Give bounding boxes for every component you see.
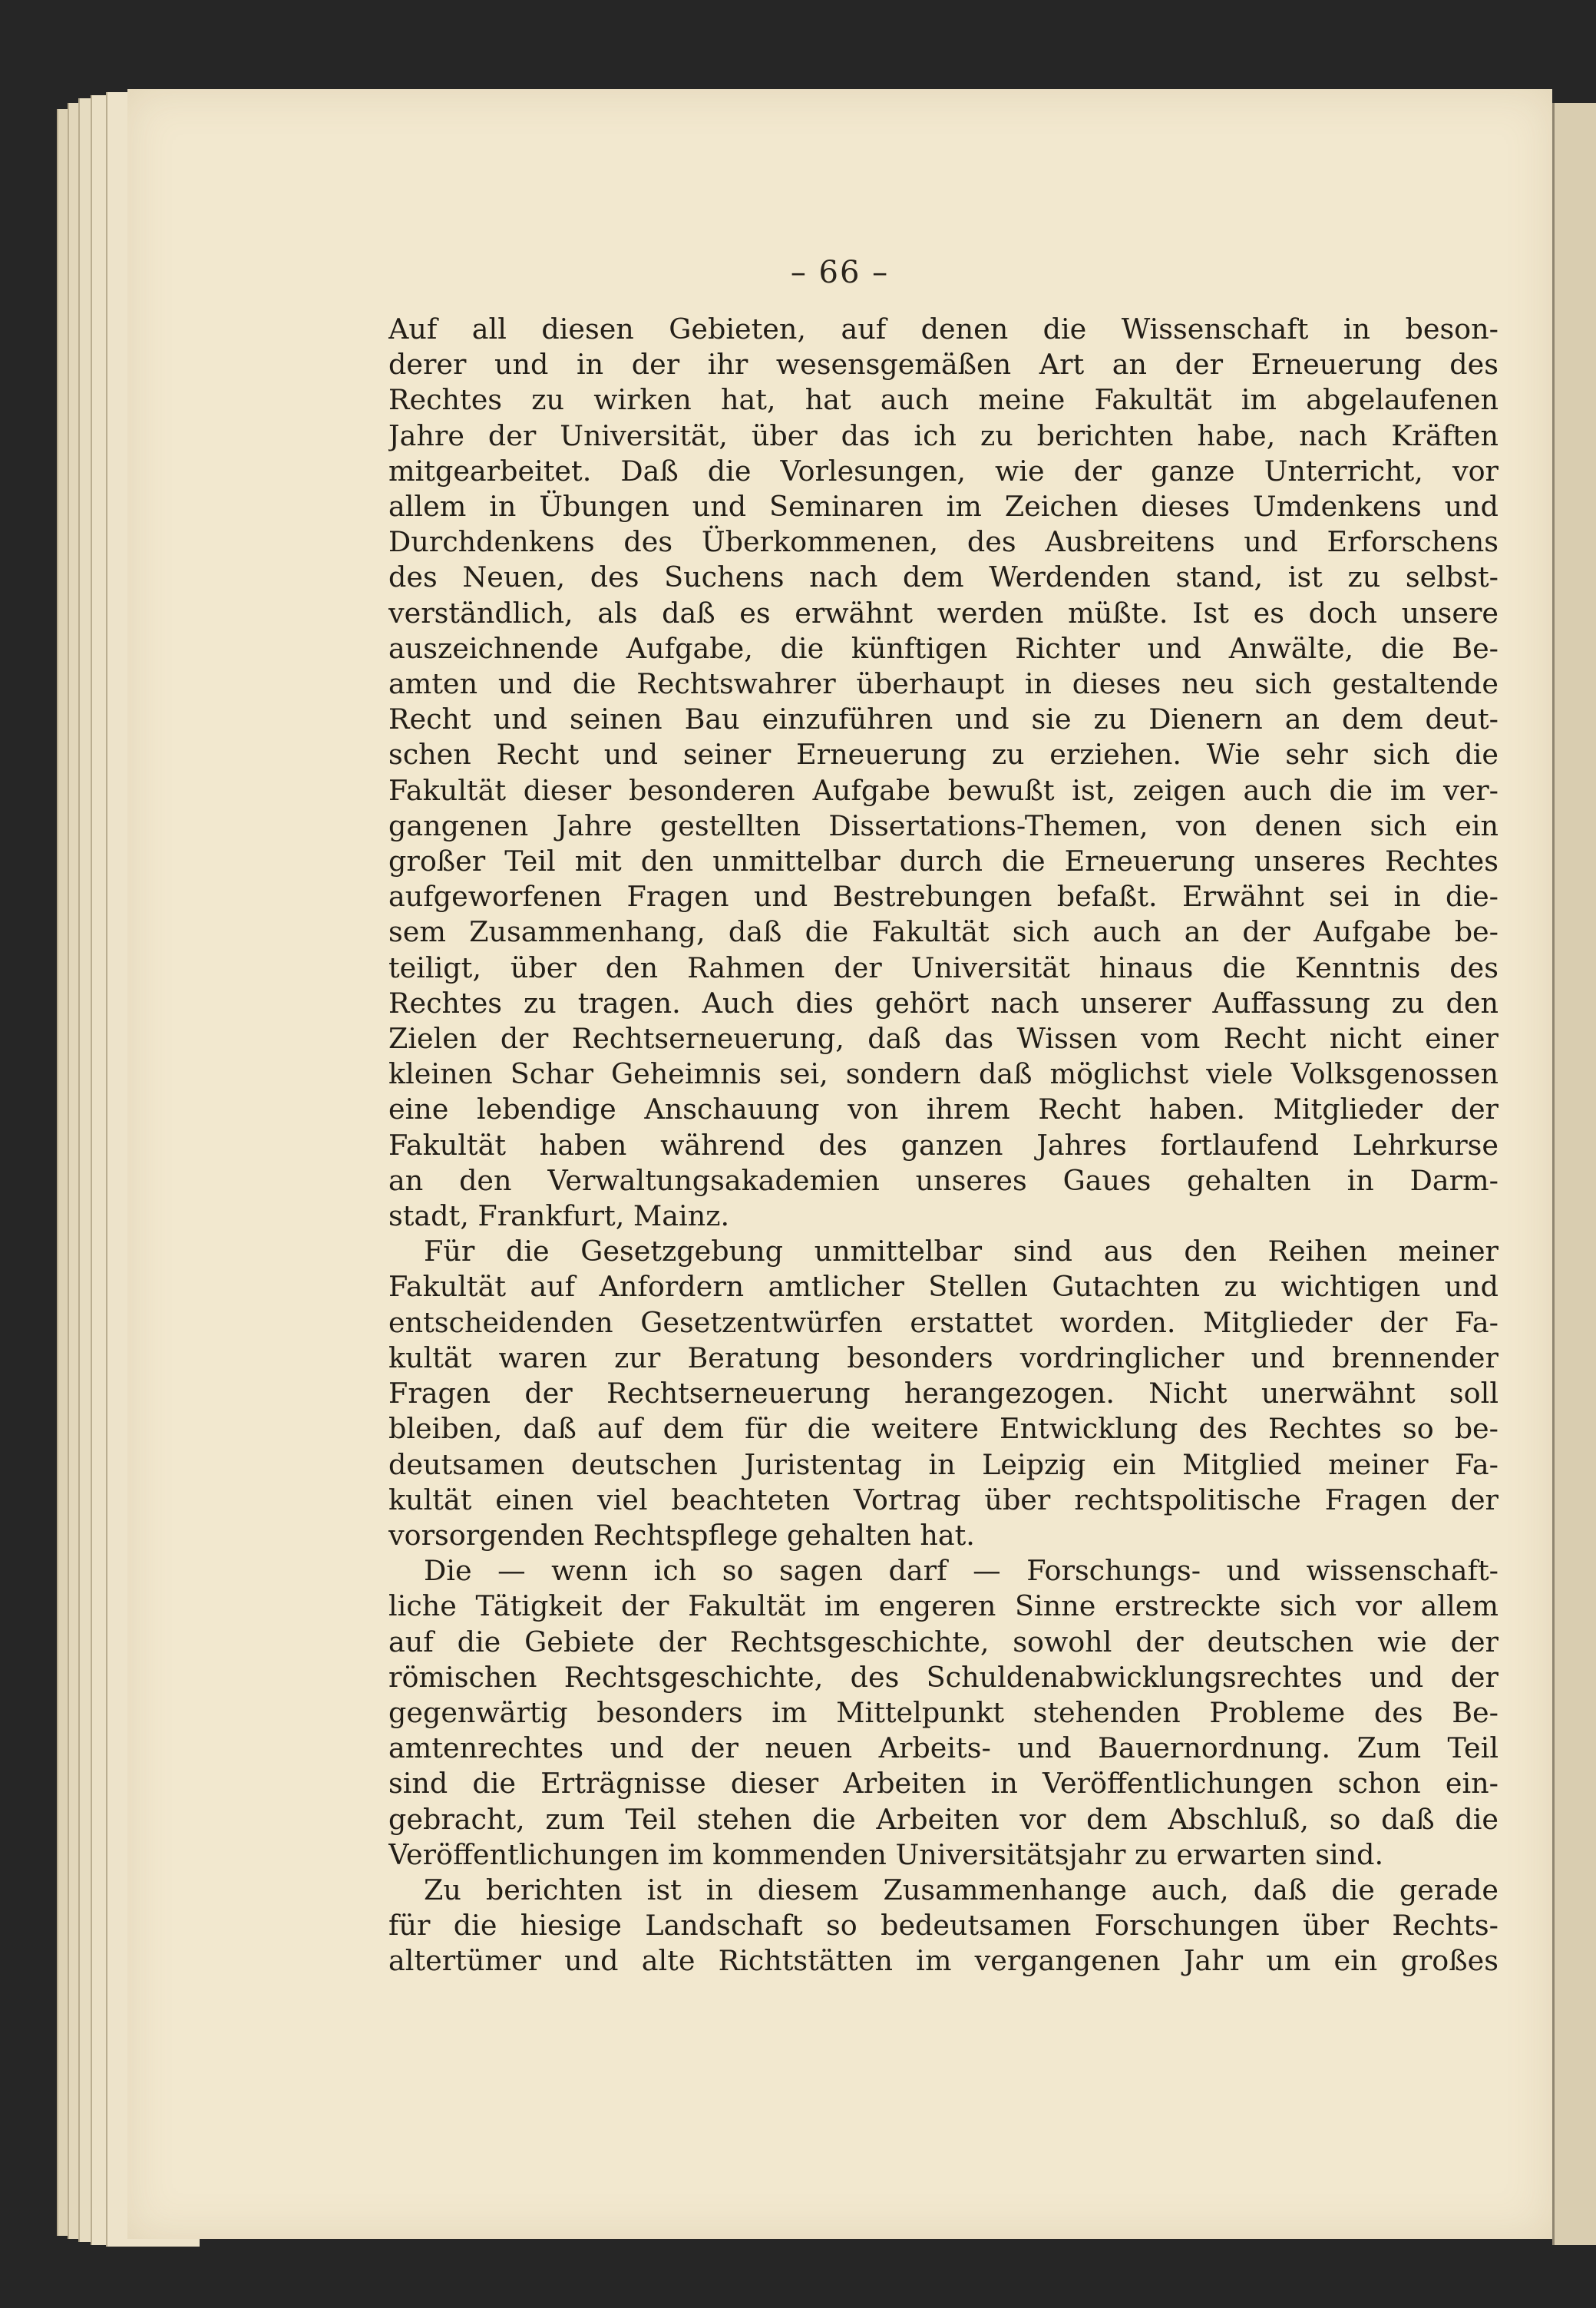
text-line: Fragen der Rechtserneuerung herangezogen. Nicht unerwähnt soll [388,1377,1499,1410]
facing-page-edge [1552,103,1596,2245]
text-line: altertümer und alte Richtstätten im vergangenen Jahr um ein großes [388,1944,1499,1978]
text-line: Für die Gesetzgebung unmittelbar sind aus den Reihen meiner [424,1235,1499,1268]
paragraph [388,1553,1499,1873]
paragraph [388,1873,1499,1979]
text-line: Recht und seinen Bau einzuführen und sie zu Dienern an dem deut- [388,703,1499,736]
text-line: sind die Erträgnisse dieser Arbeiten in Veröffentlichungen schon ein- [388,1767,1499,1800]
text-line: eine lebendige Anschauung von ihrem Recht haben. Mitglieder der [388,1093,1499,1126]
text-line: kultät einen viel beachteten Vortrag über rechtspolitische Fragen der [388,1483,1499,1516]
text-line: liche Tätigkeit der Fakultät im engeren Sinne erstreckte sich vor allem [388,1589,1499,1623]
book-page [127,89,1552,2239]
text-line: Rechtes zu wirken hat, hat auch meine Fakultät im abgelaufenen [388,383,1499,417]
text-line: derer und in der ihr wesensgemäßen Art an der Erneuerung des [388,348,1499,382]
text-line: amtenrechtes und der neuen Arbeits- und Bauernordnung. Zum Teil [388,1731,1499,1765]
text-line: gangenen Jahre gestellten Dissertations-Themen, von denen sich ein [388,808,1499,842]
text-line: Fakultät auf Anfordern amtlicher Stellen Gutachten zu wichtigen und [388,1270,1499,1304]
text-line: Die — wenn ich so sagen darf — Forschungs- und wissenschaft- [424,1554,1499,1588]
text-line: sem Zusammenhang, daß die Fakultät sich auch an der Aufgabe be- [388,915,1499,949]
text-line: Fakultät dieser besonderen Aufgabe bewußt ist, zeigen auch die im ver- [388,773,1499,807]
text-line: allem in Übungen und Seminaren im Zeichen dieses Umdenkens und [388,490,1499,524]
page-number: – 66 – [790,255,890,290]
text-line: auf die Gebiete der Rechtsgeschichte, sowohl der deutschen wie der [388,1625,1499,1658]
text-line: teiligt, über den Rahmen der Universität hinaus die Kenntnis des [388,951,1499,984]
text-line: gegenwärtig besonders im Mittelpunkt stehenden Probleme des Be- [388,1695,1499,1729]
text-line: schen Recht und seiner Erneuerung zu erziehen. Wie sehr sich die [388,738,1499,772]
text-line: Zielen der Rechtserneuerung, daß das Wissen vom Recht nicht einer [388,1022,1499,1056]
text-line: Auf all diesen Gebieten, auf denen die Wissenschaft in beson- [388,312,1499,346]
paragraph [388,312,1499,1234]
text-line: aufgeworfenen Fragen und Bestrebungen befaßt. Erwähnt sei in die- [388,880,1499,914]
text-line: auszeichnende Aufgabe, die künftigen Richter und Anwälte, die Be- [388,631,1499,665]
text-line: entscheidenden Gesetzentwürfen erstattet worden. Mitglieder der Fa- [388,1305,1499,1339]
text-line: Durchdenkens des Überkommenen, des Ausbreitens und Erforschens [388,525,1499,559]
text-line: vorsorgenden Rechtspflege gehalten hat. [388,1518,975,1552]
body-text [388,312,1499,1979]
text-line: für die hiesige Landschaft so bedeutsamen Forschungen über Rechts- [388,1909,1499,1943]
text-line: bleiben, daß auf dem für die weitere Entwicklung des Rechtes so be- [388,1412,1499,1446]
text-line: römischen Rechtsgeschichte, des Schuldenabwicklungsrechtes und der [388,1660,1499,1694]
text-line: an den Verwaltungsakademien unseres Gaues gehalten in Darm- [388,1163,1499,1197]
paragraph [388,1234,1499,1553]
text-line: Zu berichten ist in diesem Zusammenhange auch, daß die gerade [424,1873,1499,1906]
text-line: großer Teil mit den unmittelbar durch die Erneuerung unseres Rechtes [388,845,1499,878]
text-line: stadt, Frankfurt, Mainz. [388,1199,730,1233]
text-line: deutsamen deutschen Juristentag in Leipzig ein Mitglied meiner Fa- [388,1447,1499,1481]
text-line: verständlich, als daß es erwähnt werden müßte. Ist es doch unsere [388,596,1499,630]
text-line: gebracht, zum Teil stehen die Arbeiten vor dem Abschluß, so daß die [388,1802,1499,1836]
text-line: Jahre der Universität, über das ich zu berichten habe, nach Kräften [388,418,1499,452]
text-line: kleinen Schar Geheimnis sei, sondern daß möglichst viele Volksgenossen [388,1057,1499,1091]
text-line: Veröffentlichungen im kommenden Universitätsjahr zu erwarten sind. [388,1837,1384,1871]
text-line: mitgearbeitet. Daß die Vorlesungen, wie der ganze Unterricht, vor [388,454,1499,488]
text-line: kultät waren zur Beratung besonders vordringlicher und brennender [388,1341,1499,1374]
text-line: amten und die Rechtswahrer überhaupt in dieses neu sich gestaltende [388,667,1499,701]
text-line: Rechtes zu tragen. Auch dies gehört nach unserer Auffassung zu den [388,986,1499,1020]
text-line: des Neuen, des Suchens nach dem Werdenden stand, ist zu selbst- [388,560,1499,594]
text-line: Fakultät haben während des ganzen Jahres fortlaufend Lehrkurse [388,1128,1499,1162]
